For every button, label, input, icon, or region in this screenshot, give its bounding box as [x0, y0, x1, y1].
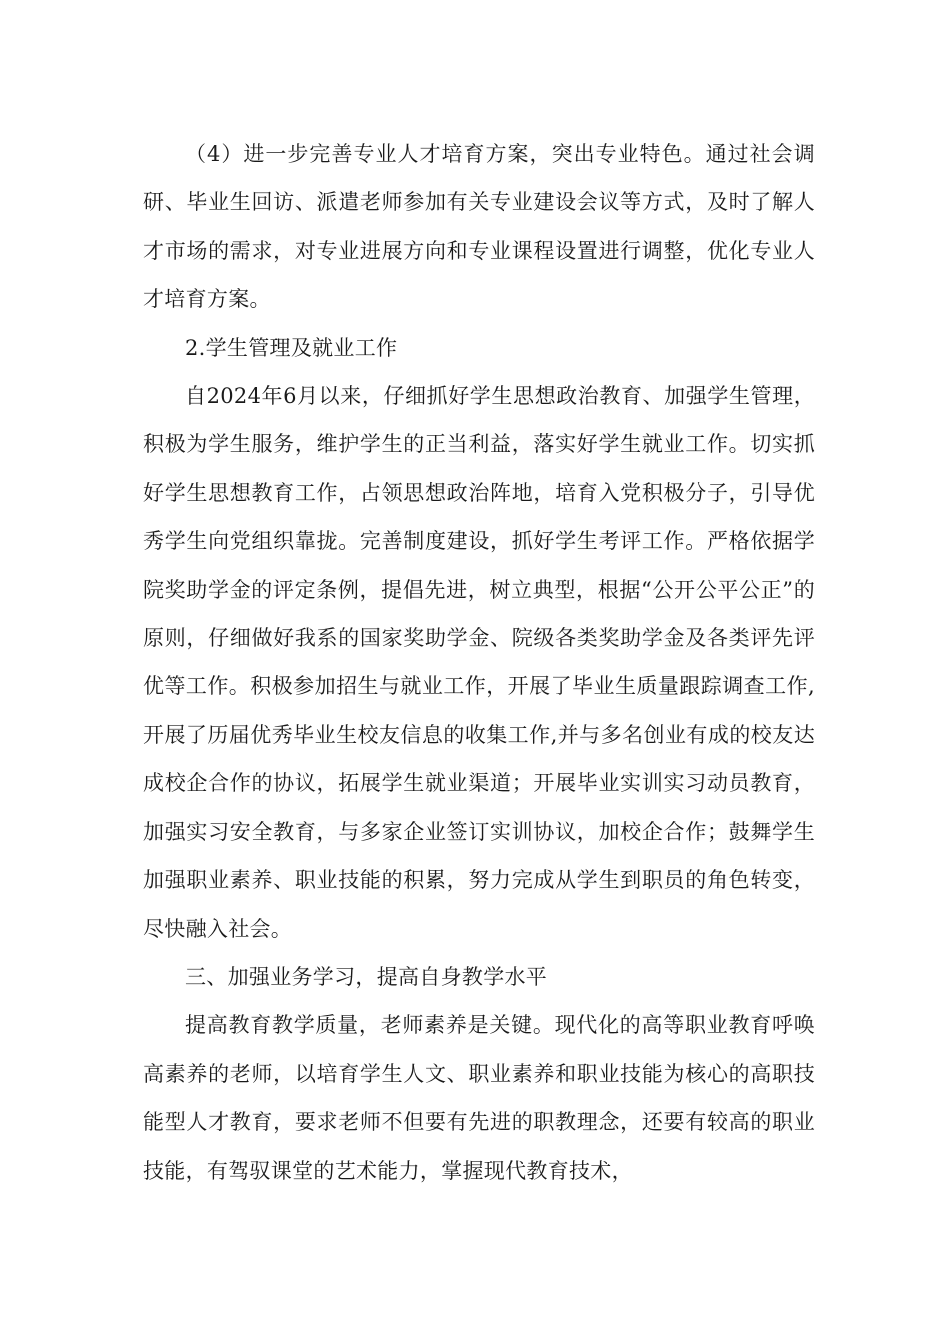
paragraph-teaching-quality: 提高教育教学质量，老师素养是关键。现代化的高等职业教育呼唤高素养的老师，以培育学生人文、职业素养和职业技能为核心的高职技能型人才教育，要求老师不但要有先进的职教理念，还要有较高的职业技能，有驾驭课堂的艺术能力，掌握现代教育技术， [143, 1013, 815, 1183]
section-heading-business-learning: 三、加强业务学习，提高自身教学水平 [185, 964, 548, 989]
document-body [143, 130, 815, 1195]
paragraph-student-management: 自2024年6月以来，仔细抓好学生思想政治教育、加强学生管理，积极为学生服务，维护学生的正当利益，落实好学生就业工作。切实抓好学生思想教育工作，占领思想政治阵地，培育入党积极分子，引导优秀学生向党组织靠拢。完善制度建设，抓好学生考评工作。严格依据学院奖助学金的评定条例，提倡先进，树立典型，根据“公开公平公正”的原则，仔细做好我系的国家奖助学金、院级各类奖助学金及各类评先评优等工作。积极参加招生与就业工作，开展了毕业生质量跟踪调查工作,开展了历届优秀毕业生校友信息的收集工作,并与多名创业有成的校友达成校企合作的协议，拓展学生就业渠道；开展毕业实训实习动员教育，加强实习安全教育，与多家企业签订实训协议，加校企合作；鼓舞学生加强职业素养、职业技能的积累，努力完成从学生到职员的角色转变，尽快融入社会。 [143, 384, 815, 941]
paragraph-professional-training-plan: （4）进一步完善专业人才培育方案，突出专业特色。通过社会调研、毕业生回访、派遣老师参加有关专业建设会议等方式，及时了解人才市场的需求，对专业进展方向和专业课程设置进行调整，优化专业人才培育方案。 [143, 142, 815, 312]
section-heading-student-management: 2.学生管理及就业工作 [185, 335, 398, 360]
